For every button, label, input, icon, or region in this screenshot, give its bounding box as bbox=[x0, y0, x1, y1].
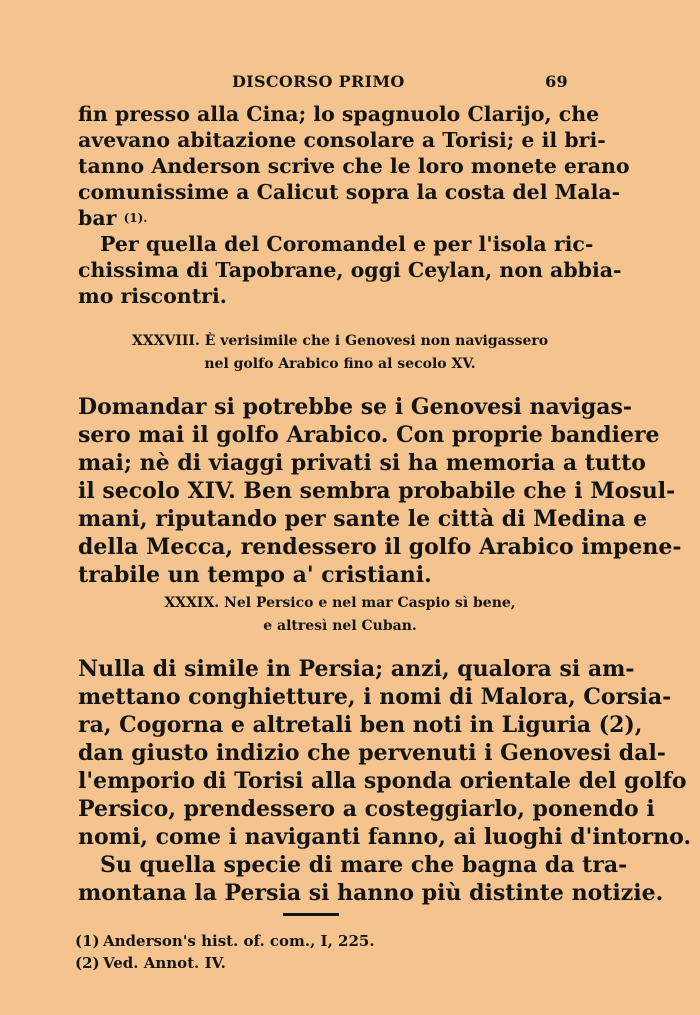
text-line bbox=[78, 205, 570, 231]
footnotes bbox=[75, 930, 375, 974]
footnote bbox=[75, 930, 375, 952]
page-number: 69 bbox=[545, 72, 568, 91]
text-line: Persico, prendessero a costeggiarlo, ponendo i bbox=[78, 796, 655, 822]
text-line: Nulla di simile in Persia; anzi, qualora si am- bbox=[78, 656, 635, 682]
text-line: l'emporio di Torisi alla sponda orientale del golfo bbox=[78, 768, 687, 794]
text-line: Per quella del Coromandel e per l'isola ric- bbox=[100, 232, 594, 256]
footnote bbox=[75, 952, 375, 974]
paragraph-coromandel bbox=[78, 231, 622, 309]
text-line: mettano conghietture, i nomi di Malora, Corsia- bbox=[78, 684, 672, 710]
text-line: ra, Cogorna e altretali ben noti in Liguria (2), bbox=[78, 712, 643, 738]
text-line: mo riscontri. bbox=[78, 284, 227, 308]
text-line: avevano abitazione consolare a Torisi; e il bri- bbox=[78, 128, 606, 152]
text-line: trabile un tempo a' cristiani. bbox=[78, 562, 432, 588]
text-line: della Mecca, rendessero il golfo Arabico impene- bbox=[78, 534, 682, 560]
heading-line: e altresì nel Cuban. bbox=[263, 618, 417, 634]
footnote-ref: (1). bbox=[123, 211, 148, 225]
footnote-text: Ved. Annot. IV. bbox=[103, 954, 226, 972]
text-line: dan giusto indizio che pervenuti i Genovesi dal- bbox=[78, 740, 666, 766]
text-fragment: bar bbox=[78, 206, 117, 230]
text-line: tanno Anderson scrive che le loro monete erano bbox=[78, 154, 630, 178]
text-line: Su quella specie di mare che bagna da tra- bbox=[100, 852, 628, 878]
text-line: chissima di Tapobrane, oggi Ceylan, non abbia- bbox=[78, 258, 622, 282]
paragraph-continuation bbox=[78, 101, 630, 231]
section-heading-39 bbox=[60, 592, 620, 638]
footnote-divider bbox=[283, 913, 339, 916]
heading-line: XXXIX. Nel Persico e nel mar Caspio sì bene, bbox=[164, 595, 516, 611]
footnote-mark: (1) bbox=[75, 932, 100, 950]
text-line: sero mai il golfo Arabico. Con proprie bandiere bbox=[78, 422, 660, 448]
text-line: comunissime a Calicut sopra la costa del Mala- bbox=[78, 180, 621, 204]
text-line: mai; nè di viaggi privati si ha memoria a tutto bbox=[78, 450, 646, 476]
heading-line: nel golfo Arabico fino al secolo XV. bbox=[204, 356, 476, 372]
footnote-text: Anderson's hist. of. com., I, 225. bbox=[103, 932, 375, 950]
chapter-title: DISCORSO PRIMO bbox=[232, 72, 405, 91]
text-line: Domandar si potrebbe se i Genovesi navigas- bbox=[78, 394, 633, 420]
text-line: mani, riputando per sante le città di Medina e bbox=[78, 506, 648, 532]
text-line: montana la Persia si hanno più distinte notizie. bbox=[78, 880, 664, 906]
text-line: il secolo XIV. Ben sembra probabile che i Mosul- bbox=[78, 478, 676, 504]
section-heading-38 bbox=[60, 330, 620, 376]
text-line: fin presso alla Cina; lo spagnuolo Clarijo, che bbox=[78, 102, 600, 126]
paragraph-persia bbox=[78, 655, 692, 907]
paragraph-golfo-arabico bbox=[78, 393, 682, 589]
footnote-mark: (2) bbox=[75, 954, 100, 972]
text-line: nomi, come i naviganti fanno, ai luoghi d'intorno. bbox=[78, 824, 692, 850]
heading-line: XXXVIII. È verisimile che i Genovesi non navigassero bbox=[131, 333, 549, 349]
